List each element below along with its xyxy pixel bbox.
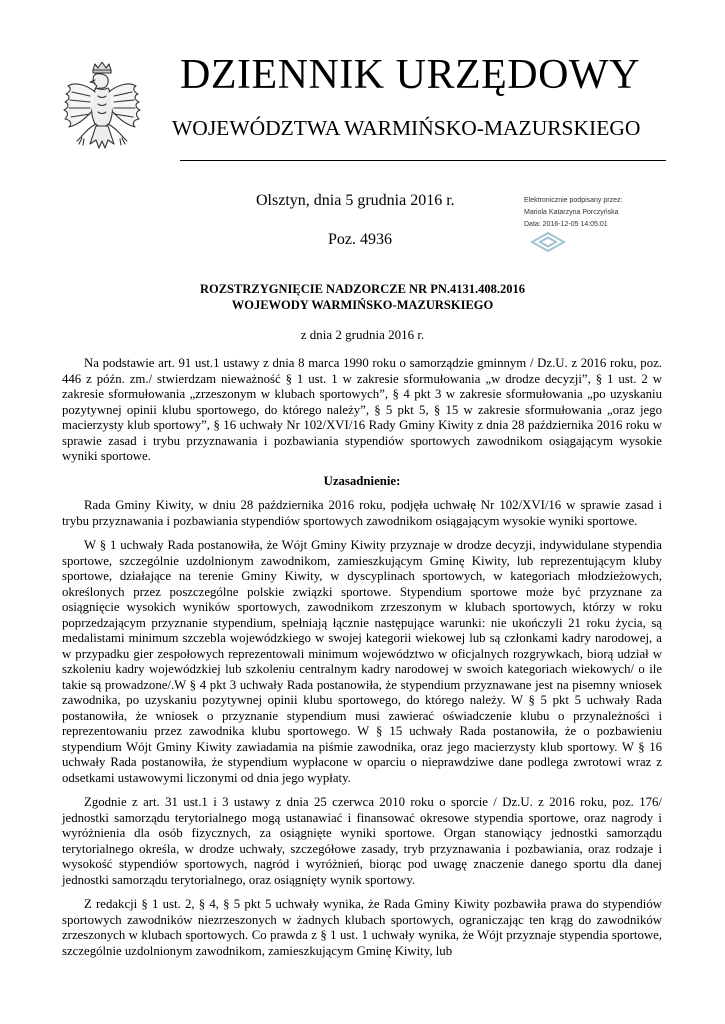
masthead-divider: [180, 160, 666, 161]
resolution-title-line-1: ROZSTRZYGNIĘCIE NADZORCZE NR PN.4131.408.2016: [199, 282, 526, 296]
intro-paragraph: Na podstawie art. 91 ust.1 ustawy z dnia 8 marca 1990 roku o samorządzie gminnym / Dz.U. z 2016 roku, poz. 446 z późn. zm./ stwierdzam nieważność § 1 ust. 1 w zakresie sformułowania „w drodze decyzji”, § 1 ust. 2 w zakresie sformułowania „zrzeszonym w klubach sportowych”, § 4 pkt 3 w zakresie sformułowania „po uzyskaniu pozytywnej opinii klubu sportowego, do którego należy”, § 5 pkt 5, § 15 w zakresie sformułowania „oraz jego macierzysty klub sportowy”, § 16 uchwały Nr 102/XVI/16 Rady Gminy Kiwity z dnia 28 października 2016 roku w sprawie zasad i trybu przyznawania i pozbawiania stypendiów sportowych zawodnikom osiągającym wysokie wyniki sportowe.: [62, 356, 662, 463]
place-date: Olsztyn, dnia 5 grudnia 2016 r.: [256, 192, 455, 209]
justification-paragraph: W § 1 uchwały Rada postanowiła, że Wójt Gminy Kiwity przyznaje w drodze decyzji, indywidulane stypendia sportowe, szczególnie uzdolnionym zawodnikom, zamieszkującym Gminę Kiwity, lub reprezentującym kluby sportowe, działające na terenie Gminy Kiwity, w dyscyplinach sportowych, w kategoriach młodzieżowych, określonych przez poszczególne polskie związki sportowe. Stypendium sportowe może być przyznane za osiągnięcie wysokich wyników sportowych, zawodnikom zrzeszonym w klubach sportowych, którzy w roku poprzedzającym przyznanie stypendium, spełniają łącznie następujące warunki: nie ukończyli 21 roku życia, są medalistami minimum szczebla wojewódzkiego w swojej kategorii wiekowej lub są członkami kadry narodowej, a w przypadku gier zespołowych reprezentowali minimum województwo w oficjalnych rozgrywkach, biorą udział w szkoleniu kadry wojewódzkiej lub szkoleniu centralnym kadry narodowej w swoich kategoriach wiekowych/ o ile takie są prowadzone/.W § 4 pkt 3 uchwały Rada postanowiła, że stypendium przyznawane jest na pisemny wniosek zawodnika, po uzyskaniu pozytywnej opinii klubu sportowego, do którego należy. W § 5 pkt 5 uchwały Rada postanowiła, że wniosek o przyznanie stypendium musi zawierać oświadczenie klubu o przynależności i reprezentowaniu przez zawodnika klubu sportowego. W § 15 uchwały Rada postanowiła, że o pozbawieniu stypendium Wójt Gminy Kiwity zawiadamia na piśmie zawodnika, oraz jego macierzysty klub sportowy. W § 16 uchwały Rada postanowiła, że stypendium wypłacone w oparciu o nieprawdziwe dane podlega zwrotowi wraz z odsetkami ustawowymi liczonymi od dnia jego wypłaty.: [62, 538, 662, 785]
polish-eagle-emblem-icon: [62, 62, 142, 164]
justification-paragraph: Rada Gminy Kiwity, w dniu 28 października 2016 roku, podjęła uchwałę Nr 102/XVI/16 w sprawie zasad i trybu przyznawania i pozbawiania stypendiów sportowych zawodnikom osiągającym wysokie wyniki sportowe.: [62, 498, 662, 528]
electronic-signature: [524, 195, 704, 231]
document-body: [62, 356, 662, 968]
journal-title: DZIENNIK URZĘDOWY: [180, 52, 640, 98]
journal-subtitle: WOJEWÓDZTWA WARMIŃSKO-MAZURSKIEGO: [172, 116, 641, 140]
justification-paragraph: Zgodnie z art. 31 ust.1 i 3 ustawy z dnia 25 czerwca 2010 roku o sporcie / Dz.U. z 2016 roku, poz. 176/ jednostki samorządu terytorialnego mogą ustanawiać i finansować okresowe stypendia sportowe, oraz nagrody i wyróżnienia dla osób fizycznych, za osiągnięte wyniki sportowe. Organ stanowiący jednostki samorządu terytorialnego określa, w drodze uchwały, szczegółowe zasady, tryb przyznawania i pozbawiania, oraz rodzaje i wysokość stypendiów sportowych, nagród i wyróżnień, biorąc pod uwagę znaczenie danego sportu dla danej jednostki samorządu terytorialnego, oraz osiągnięty wynik sportowy.: [62, 795, 662, 887]
resolution-title-line-2: WOJEWODY WARMIŃSKO-MAZURSKIEGO: [231, 298, 494, 312]
signature-signer: Mariola Katarzyna Porczyńska: [524, 209, 619, 216]
signature-label: Elektronicznie podpisany przez:: [524, 197, 623, 204]
justification-paragraph: Z redakcji § 1 ust. 2, § 4, § 5 pkt 5 uchwały wynika, że Rada Gminy Kiwity pozbawiła prawa do stypendiów sportowych zawodników niezrzeszonych w żadnych klubach sportowych, ograniczając ten krąg do zawodników zrzeszonych w klubach sportowych. Co prawda z § 1 ust. 1 uchwały wynika, że Wójt przyznaje stypendia sportowe, szczególnie uzdolnionym zawodnikom, zamieszkującym Gminę Kiwity, lub: [62, 897, 662, 958]
e-signature-mark-icon: [530, 231, 566, 253]
signature-date: Data: 2016-12-05 14:05:01: [524, 221, 608, 228]
justification-heading: Uzasadnienie:: [323, 473, 401, 488]
resolution-date: z dnia 2 grudnia 2016 r.: [300, 327, 425, 342]
position-number: Poz. 4936: [328, 231, 392, 248]
resolution-title: [100, 281, 625, 313]
